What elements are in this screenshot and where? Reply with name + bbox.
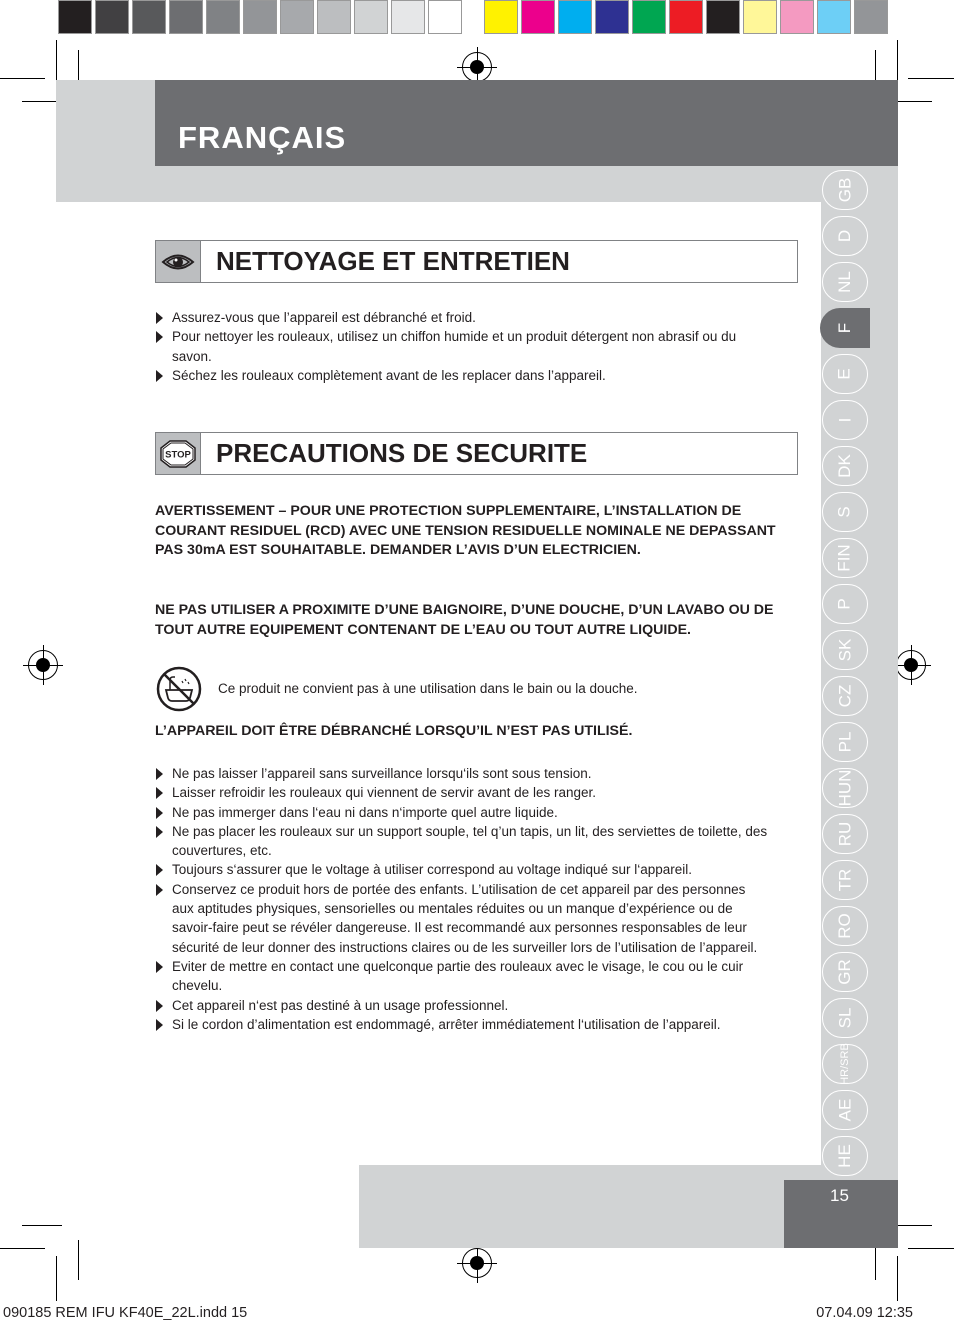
language-tab-d[interactable] [822, 216, 868, 256]
language-tab-hr-srb[interactable] [822, 1044, 868, 1084]
grey-color-bar [58, 0, 465, 38]
list-item: Ne pas laisser l’appareil sans surveillance lorsqu‘ils sont sous tension. [155, 764, 770, 783]
list-item: Conservez ce produit hors de portée des enfants. L’utilisation de cet appareil par des personnes aux aptitudes physiques, sensorielles ou mentales réduites ou un manque d’expérience ou de savoir-faire peut se révéler dangereuse. Il est recommandé aux personnes responsables de leur sécurité de leur donner des instructions claires ou de les surveiller lors de l’utilisation de l’appareil. [155, 880, 770, 957]
crop-mark [22, 1225, 62, 1226]
crop-mark [908, 1248, 954, 1249]
color-swatch [817, 0, 851, 34]
grey-swatch [206, 0, 240, 34]
list-item: Laisser refroidir les rouleaux qui viennent de servir avant de les ranger. [155, 783, 770, 802]
language-tab-label: F [834, 322, 854, 334]
language-tab-label: PL [834, 731, 854, 753]
grey-swatch [169, 0, 203, 34]
language-tab-label: CZ [834, 684, 854, 708]
list-item: Toujours s‘assurer que le voltage à utiliser correspond au voltage indiqué sur l‘appareil. [155, 860, 770, 879]
color-swatch [632, 0, 666, 34]
language-tab-label: HR/SRB [839, 1043, 851, 1085]
crop-mark [897, 1256, 898, 1301]
grey-swatch [428, 0, 462, 34]
registration-mark-icon [28, 650, 58, 680]
rcd-warning: AVERTISSEMENT – POUR UNE PROTECTION SUPPLEMENTAIRE, L’INSTALLATION DE COURANT RESIDUEL (RCD) AVEC UNE TENSION RESIDUELLE NOMINALE NE DEPASSANT PAS 30mA EST SOUHAITABLE. DEMANDER L’AVIS D’UN ELECTRICIEN. [155, 503, 776, 558]
no-bath-icon [156, 666, 202, 712]
language-tab-label: SL [834, 1007, 854, 1029]
list-item: Eviter de mettre en contact une quelconque partie des rouleaux avec le visage, le cou ou le cuir chevelu. [155, 957, 770, 996]
language-tab-s[interactable] [822, 492, 868, 532]
language-tab-cz[interactable] [822, 676, 868, 716]
language-tabs [822, 170, 868, 1182]
safety-list [155, 764, 770, 1034]
registration-mark-icon [462, 1248, 492, 1278]
section-title: NETTOYAGE ET ENTRETIEN [216, 246, 570, 276]
grey-swatch [391, 0, 425, 34]
language-tab-label: GB [835, 177, 854, 203]
color-swatch [595, 0, 629, 34]
unplug-warning: L’APPAREIL DOIT ÊTRE DÉBRANCHÉ LORSQU’IL N’EST PAS UTILISÉ. [155, 723, 633, 739]
language-tab-he[interactable] [822, 1136, 868, 1176]
language-tab-label: TR [834, 868, 854, 892]
language-tab-gr[interactable] [822, 952, 868, 992]
section-header-safety [155, 432, 798, 475]
language-tab-label: I [834, 417, 854, 423]
crop-mark [0, 1248, 45, 1249]
language-tab-f[interactable] [820, 308, 870, 348]
language-tab-tr[interactable] [822, 860, 868, 900]
list-item: Ne pas placer les rouleaux sur un support souple, tel q’un tapis, un lit, des serviettes de toilette, des couvertures, etc. [155, 822, 770, 861]
language-tab-label: SK [835, 638, 854, 662]
eye-icon [156, 241, 201, 282]
language-tab-i[interactable] [822, 400, 868, 440]
print-file-info: 090185 REM IFU KF40E_22L.indd 15 [3, 1305, 248, 1321]
crop-mark [56, 1256, 57, 1301]
page-title: FRANÇAIS [178, 120, 347, 155]
color-swatch [854, 0, 888, 34]
list-item: Ne pas immerger dans l‘eau ni dans n‘importe quel autre liquide. [155, 803, 770, 822]
list-item: Assurez-vous que l’appareil est débranché et froid. [155, 308, 755, 327]
language-tab-ro[interactable] [822, 906, 868, 946]
crop-mark [892, 101, 932, 102]
crop-mark [897, 40, 898, 80]
crop-mark [0, 78, 45, 79]
grey-swatch [95, 0, 129, 34]
stop-sign-icon [156, 433, 201, 474]
language-tab-label: GR [835, 959, 854, 985]
language-tab-label: DK [835, 454, 854, 478]
language-tab-label: E [835, 368, 854, 380]
language-tab-label: NL [834, 271, 854, 293]
section-header-cleaning [155, 240, 798, 283]
list-item: Séchez les rouleaux complètement avant de les replacer dans l’appareil. [155, 366, 755, 385]
list-item: Cet appareil n‘est pas destiné à un usage professionnel. [155, 996, 770, 1015]
cleaning-list [155, 308, 755, 385]
registration-mark-icon [462, 52, 492, 82]
grey-swatch [354, 0, 388, 34]
water-warning: NE PAS UTILISER A PROXIMITE D’UNE BAIGNOIRE, D’UNE DOUCHE, D’UN LAVABO OU DE TOUT AUTRE EQUIPEMENT CONTENANT DE L’EAU OU TOUT AUTRE LIQUIDE. [155, 602, 774, 638]
language-tab-label: HUN [835, 769, 854, 807]
language-tab-dk[interactable] [822, 446, 868, 486]
color-swatch [780, 0, 814, 34]
section-title: PRECAUTIONS DE SECURITE [216, 438, 588, 468]
crop-mark [56, 40, 57, 80]
print-date-info: 07.04.09 12:35 [816, 1305, 913, 1321]
language-tab-label: P [835, 598, 854, 610]
language-tab-label: FIN [834, 544, 854, 572]
language-tab-label: AE [835, 1098, 854, 1122]
color-swatch [669, 0, 703, 34]
language-tab-ru[interactable] [822, 814, 868, 854]
language-tab-label: S [835, 506, 854, 518]
crop-mark [892, 1225, 932, 1226]
language-tab-fin[interactable] [822, 538, 868, 578]
language-tab-nl[interactable] [822, 262, 868, 302]
color-swatch [706, 0, 740, 34]
grey-swatch [317, 0, 351, 34]
language-tab-sl[interactable] [822, 998, 868, 1038]
grey-swatch [280, 0, 314, 34]
page-number: 15 [830, 1186, 849, 1205]
color-swatch [558, 0, 592, 34]
language-tab-ae[interactable] [822, 1090, 868, 1130]
list-item: Si le cordon d’alimentation est endommagé, arrêter immédiatement l‘utilisation de l’appareil. [155, 1015, 770, 1034]
language-tab-hun[interactable] [822, 768, 868, 808]
language-tab-pl[interactable] [822, 722, 868, 762]
process-color-bar [484, 0, 891, 38]
language-tab-label: RU [835, 821, 854, 847]
language-tab-label: D [835, 229, 854, 243]
grey-swatch [58, 0, 92, 34]
language-tab-label: RO [835, 913, 854, 939]
color-swatch [484, 0, 518, 34]
language-tab-e[interactable] [822, 354, 868, 394]
language-tab-label: HE [835, 1144, 854, 1168]
language-tab-p[interactable] [822, 584, 868, 624]
color-swatch [743, 0, 777, 34]
stop-sign-label: STOP [165, 449, 191, 460]
grey-swatch [132, 0, 166, 34]
grey-swatch [243, 0, 277, 34]
language-tab-gb[interactable] [822, 170, 868, 210]
list-item: Pour nettoyer les rouleaux, utilisez un chiffon humide et un produit détergent non abrasif ou du savon. [155, 327, 755, 366]
registration-mark-icon [896, 650, 926, 680]
crop-mark [908, 78, 954, 79]
language-tab-sk[interactable] [822, 630, 868, 670]
color-swatch [521, 0, 555, 34]
bath-note: Ce produit ne convient pas à une utilisation dans le bain ou la douche. [218, 681, 638, 696]
crop-mark [78, 1240, 79, 1280]
